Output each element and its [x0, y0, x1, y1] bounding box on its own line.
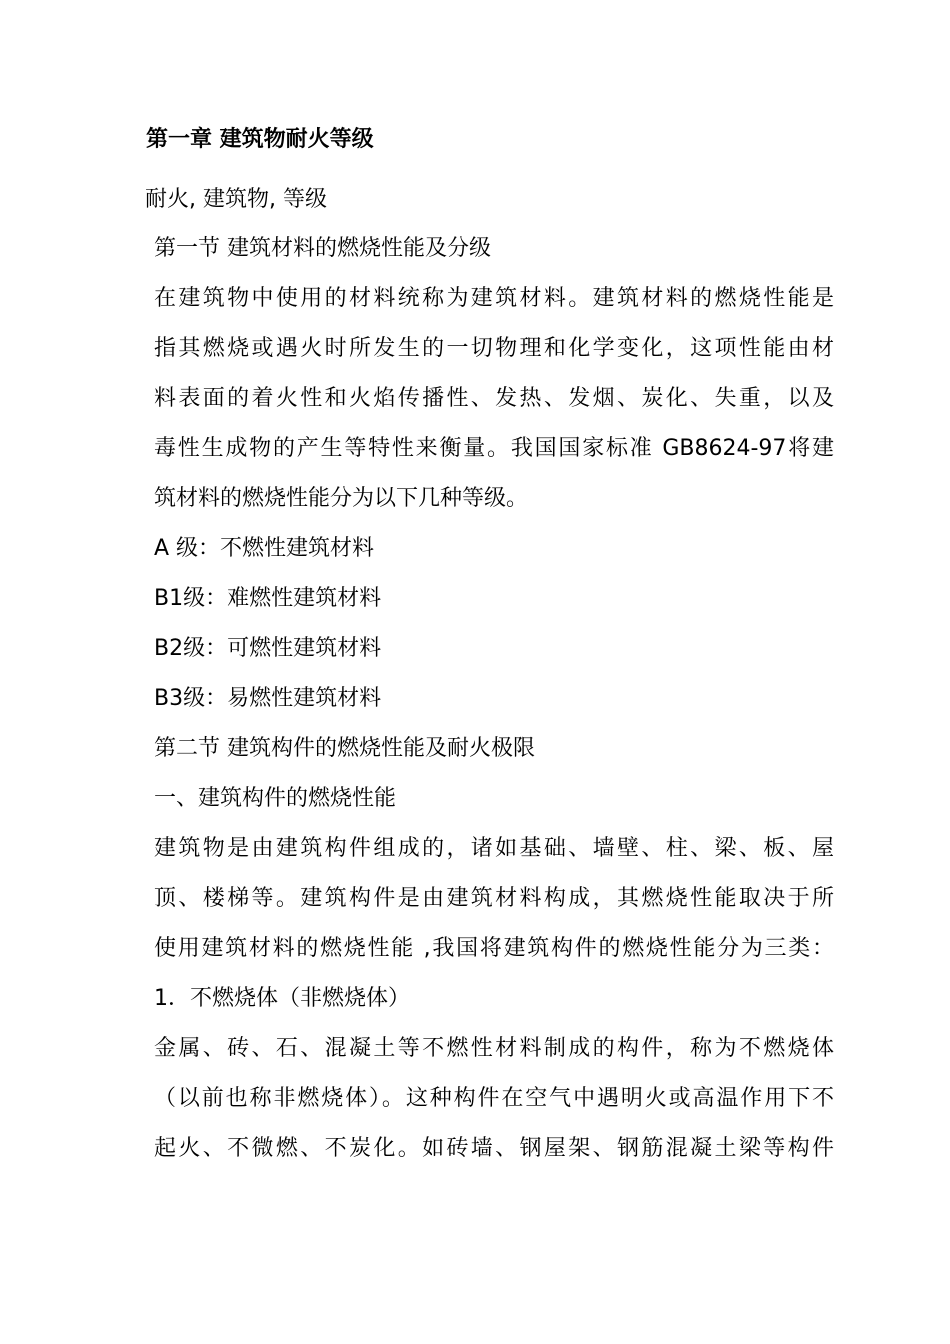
text-line: 建筑物是由建筑构件组成的，诸如基础、墙壁、柱、梁、板、屋 — [154, 836, 834, 861]
text-line: 筑材料的燃烧性能分为以下几种等级。 — [154, 486, 529, 511]
text-line: 金属、砖、石、混凝土等不燃性材料制成的构件，称为不燃烧体 — [154, 1036, 834, 1061]
text-line: B3级：易燃性建筑材料 — [154, 686, 382, 711]
text-line: 起火、不微燃、不炭化。如砖墙、钢屋架、钢筋混凝土梁等构件 — [154, 1136, 834, 1161]
chapter-title: 第一章 建筑物耐火等级 — [146, 127, 374, 152]
keywords-line: 耐火, 建筑物, 等级 — [145, 187, 327, 212]
text-line: 顶、楼梯等。建筑构件是由建筑材料构成，其燃烧性能取决于所 — [154, 886, 834, 911]
text-line: A 级：不燃性建筑材料 — [154, 536, 375, 561]
text-line: 第一节 建筑材料的燃烧性能及分级 — [154, 236, 491, 261]
text-line: B2级：可燃性建筑材料 — [154, 636, 382, 661]
text-line: 毒性生成物的产生等特性来衡量。我国国家标准 GB8624-97将建 — [154, 436, 834, 461]
text-line: （以前也称非燃烧体）。这种构件在空气中遇明火或高温作用下不 — [154, 1086, 834, 1111]
text-line: 一、建筑构件的燃烧性能 — [154, 786, 397, 811]
text-line: 指其燃烧或遇火时所发生的一切物理和化学变化，这项性能由材 — [154, 336, 834, 361]
text-line: 在建筑物中使用的材料统称为建筑材料。建筑材料的燃烧性能是 — [154, 286, 834, 311]
text-line: 料表面的着火性和火焰传播性、发热、发烟、炭化、失重，以及 — [154, 386, 834, 411]
text-line: 1．不燃烧体（非燃烧体） — [154, 986, 410, 1011]
text-line: B1级：难燃性建筑材料 — [154, 586, 382, 611]
body-text — [154, 232, 834, 1182]
text-line: 第二节 建筑构件的燃烧性能及耐火极限 — [154, 736, 535, 761]
text-line: 使用建筑材料的燃烧性能 ,我国将建筑构件的燃烧性能分为三类： — [154, 936, 834, 961]
